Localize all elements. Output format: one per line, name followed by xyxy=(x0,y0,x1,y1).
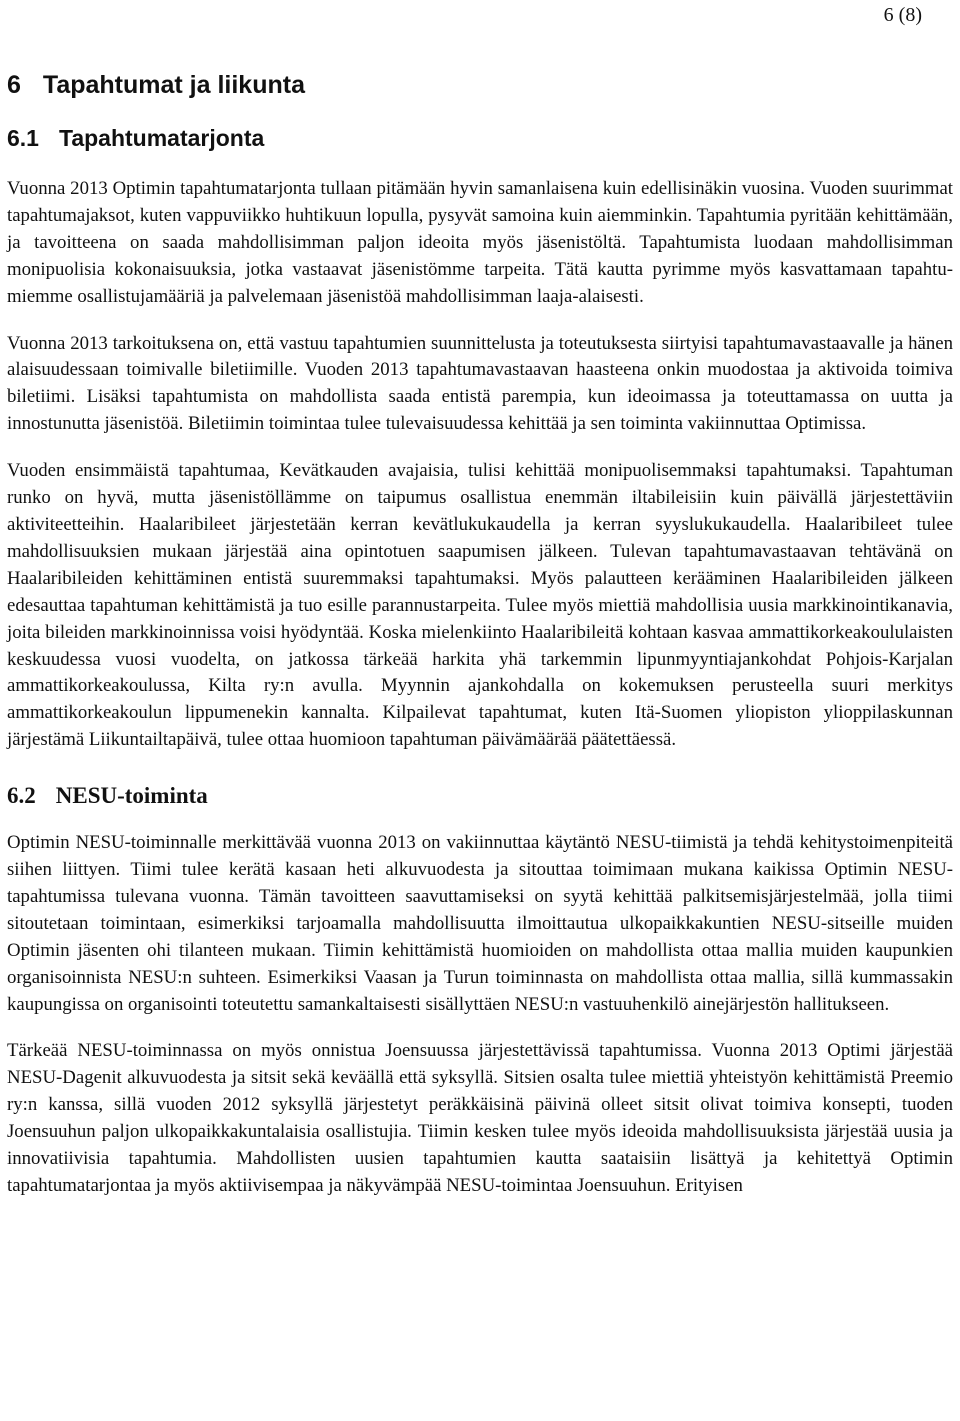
page-number: 6 (8) xyxy=(883,4,922,26)
section-heading-6-1 xyxy=(7,122,953,154)
paragraph-5: Tärkeää NESU-toiminnassa on myös onnistua Joensuussa järjestettävissä tapahtumissa. Vuonna 2013 Optimi järjestää NESU-Dagenit alkuvuodesta ja sitsit sekä keväällä että syksyllä. Sitsien osalta tulee miettiä yhteistyön kehittämistä Preemio ry:n kanssa, sillä vuoden 2012 syksyllä järjestetyt peräkkäisinä päivinä olleet sitsit olivat toimiva konsepti, tuoden Joensuuhun paljon ulkopaikkakuntalaisia osallistujia. Tiimin kesken tulee myös ideoida mahdollisuuksista järjestää uusia ja innovatiivisia tapahtumia. Mahdollisten uusien tapahtumien kautta saataisiin lisättyä ja kehitettyä Optimin tapahtumatarjontaa ja myös aktiivisempaa ja näkyvämpää NESU-toimintaa Joensuuhun. Erityisen xyxy=(7,1040,953,1196)
paragraph-4: Optimin NESU-toiminnalle merkittävää vuonna 2013 on vakiinnuttaa käytäntö NESU-tiimistä ja tehdä kehitystoimenpiteitä siihen liittyen. Tiimi tulee kerätä kasaan heti alkuvuodesta ja sitouttaa toimimaan mukana kaikissa Optimin NESU-tapahtumissa tulevana vuonna. Tämän tavoitteen saavuttamiseksi on syytä kehittää palkitsemisjärjestelmää, jolla tiimi sitoutetaan toimintaan, esimerkiksi tarjoamalla mahdollisuutta ilmoittautua ulkopaikkakuntien NESU-sitseille muiden Optimin jäsenten ohi tilanteen mukaan. Tiimin kehittämistä huomioiden on mahdollista ottaa mallia muiden kaupunkien organisoinnista NESU:n suhteen. Esimerkiksi Vaasan ja Turun toiminnasta on mahdollista ottaa mallia, sillä kummassakin kaupungissa on organisointi toteutettu samankaltaisesti sisällyttäen NESU:n vastuuhenkilö ainejärjestön hallitukseen. xyxy=(7,832,953,1015)
document-body xyxy=(7,68,953,1200)
section-heading-6-2 xyxy=(7,780,953,812)
section-title: Tapahtumatarjonta xyxy=(58,125,265,151)
paragraph-3: Vuoden ensimmäistä tapahtumaa, Kevätkauden avajaisia, tulisi kehittää monipuolisemmaksi tapahtumaksi. Tapahtuman runko on hyvä, mutta jäsenistöllämme on taipumus osallistua enemmän iltabileisiin kuin päivällä järjestettäviin aktiviteetteihin. Haalaribileet järjestetään kerran kevätlukukaudella ja kerran syyslukukaudella. Haalaribileet tulee mahdollisuuksien mukaan järjestää aina opintotuen saapumisen jälkeen. Tulevan tapahtumavastaavan tehtävänä on Haalaribileiden kehittäminen entistä suuremmaksi tapahtumaksi. Myös palautteen kerääminen Haalaribileiden jälkeen edesauttaa tapahtuman kehittämistä ja tuo esille parannustarpeita. Tulee myös miettiä mahdollisia uusia markkinointikanavia, joita bileiden markkinoinnissa voisi hyödyntää. Koska mielenkiinto Haalaribileitä kohtaan kasvaa ammattikorkeakoululaisten keskuudessa vuosi vuodelta, on jatkossa tärkeää harkita yhä tarkemmin lipunmyyntiajankohdat Pohjois-Karjalan ammattikorkeakoulussa, Kilta ry:n avulla. Myynnin ajankohdalla on kokemuksen perusteella suuri merkitys ammattikorkeakoulun lippumenekin kannalta. Kilpailevat tapahtumat, kuten Itä-Suomen yliopiston ylioppilaskunnan järjestämä Liikuntailtapäivä, tulee ottaa huomioon tapahtuman päivämäärää päätettäessä. xyxy=(7,460,953,751)
section-number: 6.1 xyxy=(7,125,39,151)
section-title: NESU-toiminta xyxy=(55,783,208,809)
chapter-number: 6 xyxy=(7,71,21,99)
paragraph-1: Vuonna 2013 Optimin tapahtumatarjonta tullaan pitämään hyvin samanlaisena kuin edellisinäkin vuosina. Vuoden suurimmat tapahtumajaksot, kuten vappuviikko huhtikuun lopulla, pysyvät samoina kuin aiemminkin. Tapahtumia pyritään kehittämään, ja tavoitteena on saada mahdollisimman paljon ideoita myös jäsenistöltä. Tapahtumista luodaan mahdollisimman monipuolisia kokonaisuuksia, jotka vastaavat jäsenistömme tarpeita. Tätä kautta pyrimme myös kasvattamaan tapahtumiemme osallistujamääriä ja palvelemaan jäsenistöä mahdollisimman laaja-alaisesti. xyxy=(7,178,953,307)
chapter-heading xyxy=(7,68,953,102)
section-number: 6.2 xyxy=(7,783,36,809)
paragraph-2: Vuonna 2013 tarkoituksena on, että vastuu tapahtumien suunnittelusta ja toteutuksesta siirtyisi tapahtumavastaavalle ja hänen alaisuudessaan toimivalle biletiimille. Vuoden 2013 tapahtumavastaavan haasteena onkin muodostaa ja aktivoida toimiva biletiimi. Lisäksi tapahtumista on mahdollista saada entistä parempia, kun ideoimassa ja toteuttamassa on uutta ja innostunutta jäsenistöä. Biletiimin toimintaa tulee tulevaisuudessa kehittää ja sen toiminta vakiinnuttaa Optimissa. xyxy=(7,332,953,435)
chapter-title: Tapahtumat ja liikunta xyxy=(42,71,305,99)
